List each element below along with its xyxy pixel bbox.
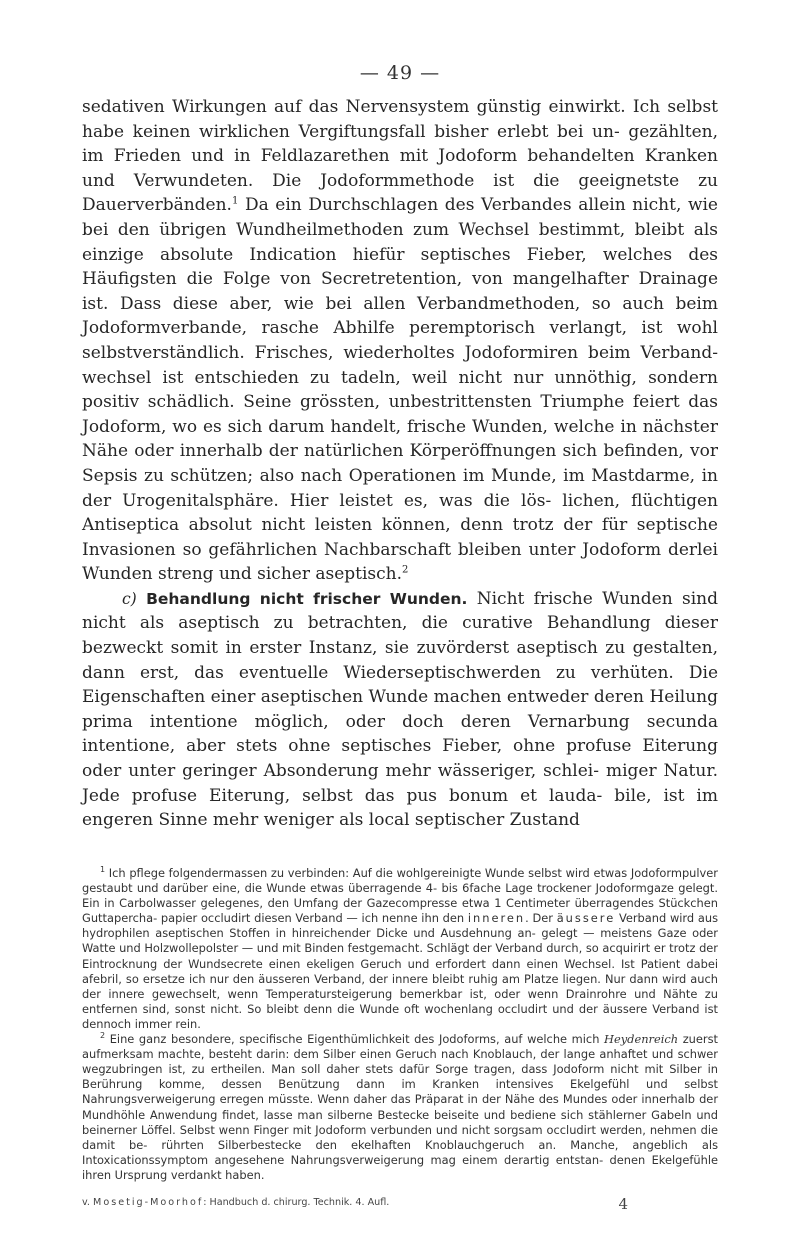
page-number: — 49 — [359, 62, 441, 84]
footnote [82, 1032, 718, 1183]
paragraph-text: Da ein Durchschlagen des Verbandes allein nicht, wie bei den übrigen Wundheilmethoden zum Wechsel bestimmt, bleibt als einzige absolute Indication hiefür septisches Fieber, welches des Häufigsten die Folge von Secretretention, von mangelhafter Drainage ist. Dass diese aber, wie bei allen Verbandmethoden, so auch beim Jodoformverbande, rasche Abhilfe peremptorisch verlangt, ist wohl selbstverständlich. Frisches, wiederholtes Jodoformiren beim Verband- wechsel ist entschieden zu tadeln, weil nicht nur unnöthig, sondern positiv schädlich. Seine grössten, unbestrittensten Triumphe feiert das Jodoform, wo es sich darum handelt, frische Wunden, welche in nächster Nähe oder innerhalb der natürlichen Körperöffnungen sich befinden, vor Sepsis zu schützen; also nach Operationen im Munde, im Mastdarme, in der Urogenitalsphäre. Hier leistet es, was die lös- lichen, flüchtigen Antiseptica absolut nicht leisten können, denn trotz der für septische Invasionen so gefährlichen Nachbarschaft bleiben unter Jodoform derlei Wunden streng und sicher aseptisch. [82, 195, 718, 585]
main-text [82, 95, 718, 833]
footnotes [82, 866, 718, 1183]
section-letter: c) [122, 589, 137, 608]
footnote-text: Verband wird aus hydrophilen aseptischen Stoffen in hinreichender Dicke und Ausdehnung an- gelegt — meistens Gaze oder Watte und Holzwollepolster — und mit Binden festgemacht. Schlägt der Verband durch, so acquirirt er trotz der Eintrocknung der Wundsecrete einen ekeligen Geruch und erfordert dann einen Wechsel. Ist Patient dabei afebril, so ersetze ich nur den äusseren Verband, der innere bleibt ruhig am Platze liegen. Nur dann wird auch der innere gewechselt, wenn Temperatursteigerung bemerkbar ist, oder wenn Drainrohre und Nähte zu entfernen sind, sonst nicht. So bleibt denn die Wunde oft wochenlang occludirt und der äussere Verband ist dennoch immer rein. [82, 911, 719, 1031]
footnote-mark: 1 [100, 865, 106, 875]
imprint-prefix: v. [82, 1197, 94, 1208]
footnote-reference: 1 [231, 195, 239, 207]
paragraph-text: Nicht frische Wunden sind nicht als aseptisch zu betrachten, die curative Behandlung dieser bezweckt somit in erster Instanz, sie zuvörderst aseptisch zu gestalten, dann erst, das eventuelle Wiederseptischwerden zu verhüten. Die Eigenschaften einer aseptischen Wunde machen entweder deren Heilung prima intentione möglich, oder doch deren Vernarbung secunda intentione, aber stets ohne septisches Fieber, ohne profuse Eiterung oder unter geringer Absonderung mehr wässeriger, schlei- miger Natur. Jede profuse Eiterung, selbst das pus bonum et lauda- bile, ist im engeren Sinne mehr weniger als local septischer Zustand [82, 588, 718, 831]
emphasis-text: inneren [467, 911, 526, 926]
footnote-mark: 2 [100, 1031, 106, 1041]
imprint-author: Mosetig-Moorhof [93, 1197, 204, 1208]
paragraph [82, 587, 718, 833]
paragraph-text: sedativen Wirkungen auf das Nervensystem günstig einwirkt. Ich selbst habe keinen wirklichen Vergiftungsfall bisher erlebt bei un- gezählten, im Frieden und in Feldlazarethen mit Jodoform behandelten Kranken und Verwundeten. Die Jodoformmethode ist die geeignetste zu Dauerverbänden. [82, 97, 718, 216]
book-imprint [82, 1195, 718, 1213]
footnote-text: Eine ganz besondere, specifische Eigenthümlichkeit des Jodoforms, auf welche mich [105, 1032, 605, 1047]
section-heading [122, 590, 467, 608]
paragraph [82, 95, 718, 587]
author-name: Heydenreich [604, 1032, 679, 1047]
sheet-signature: 4 [618, 1195, 628, 1213]
emphasis-text: äussere [556, 911, 616, 926]
footnote-reference: 2 [402, 564, 409, 576]
footnote-text: Ich pflege folgendermassen zu verbinden: Auf die wohlgereinigte Wunde selbst wird etwas Jodoformpulver gestaubt und darüber eine, die Wunde etwas überragende 4- bis 6fache Lage trockener Jodoformgaze gelegt. Ein in Carbolwasser gelegenes, den Umfang der Gazecompresse etwa 1 Centimeter überragendes Stückchen Guttapercha- papier occludirt diesen Verband — ich nenne ihn den [82, 866, 718, 926]
footnote [82, 866, 718, 1032]
section-title: Behandlung nicht frischer Wunden. [146, 589, 468, 608]
footnote-text: . Der [525, 911, 557, 926]
imprint-source: : Handbuch d. chirurg. Technik. 4. Aufl. [203, 1197, 390, 1208]
footnote-text: zuerst aufmerksam machte, besteht darin: dem Silber einen Geruch nach Knoblauch, der lange anhaftet und schwer wegzubringen ist, zu ertheilen. Man soll daher stets dafür Sorge tragen, dass Jodoform nicht mit Silber in Berührung komme, dessen Benützung dann im Kranken intensives Ekelgefühl und selbst Nahrungsverweigerung erregen müsste. Wenn daher das Präparat in der Nähe des Mundes oder innerhalb der Mundhöhle Anwendung findet, lasse man silberne Bestecke beiseite und bediene sich stählerner Gabeln und beinerner Löffel. Selbst wenn Finger mit Jodoform verbunden und nicht sorgsam occludirt werden, nehmen die damit be- rührten Silberbestecke den ekelhaften Knoblauchgeruch an. Manche, angeblich als Intoxicationssymptom angesehene Nahrungsverweigerung mag einem derartig entstan- denen Ekelgefühle ihren Ursprung verdankt haben. [82, 1032, 718, 1182]
footnote-divider [82, 861, 718, 862]
